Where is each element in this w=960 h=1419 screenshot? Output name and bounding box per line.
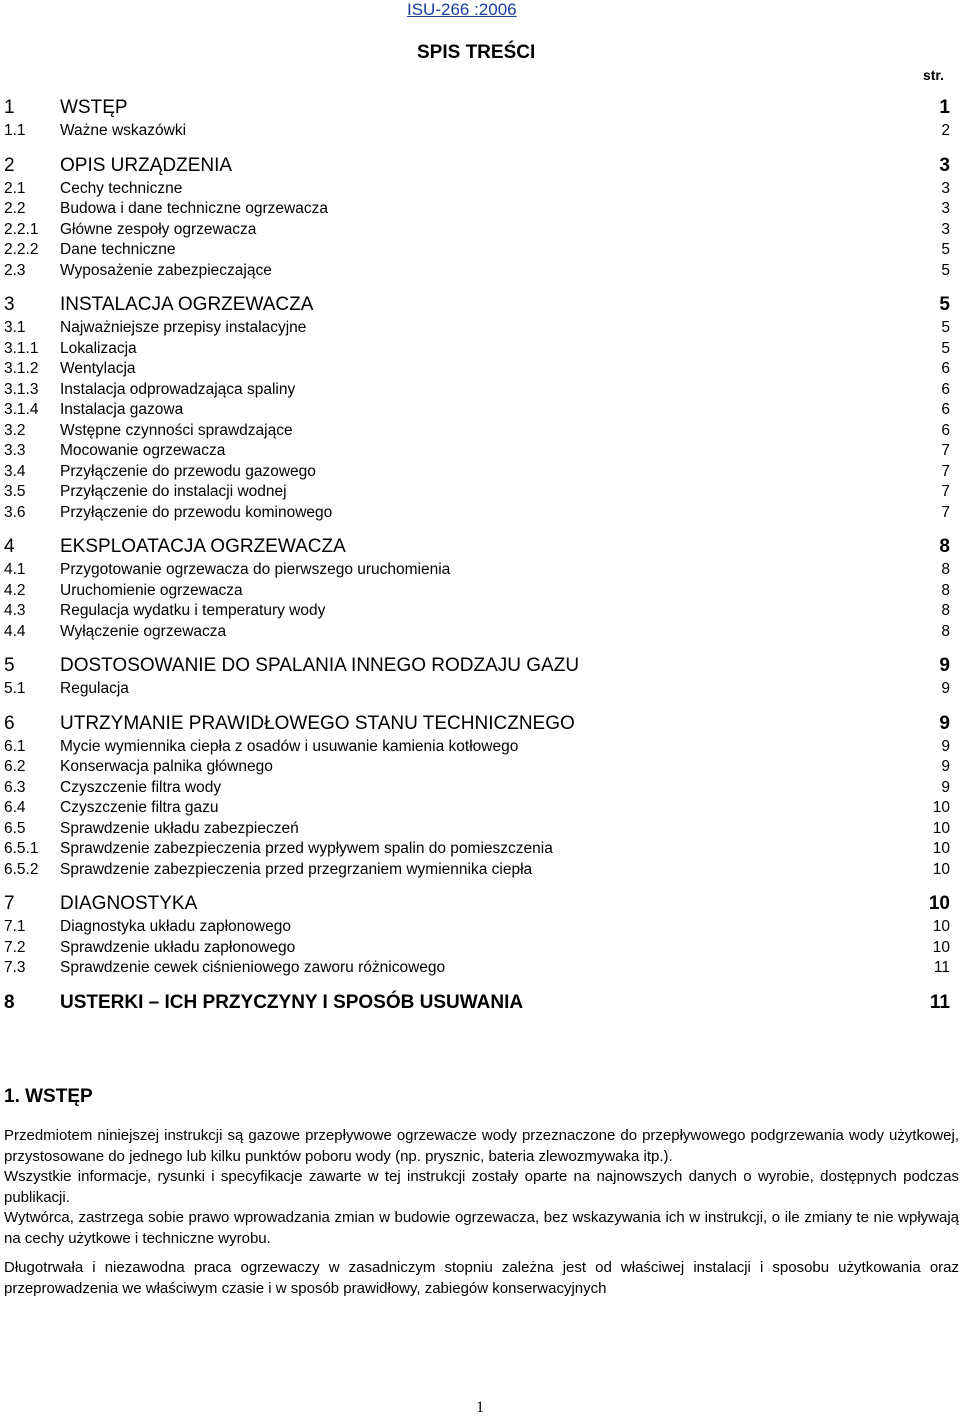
toc-entry	[4, 421, 950, 442]
toc-entry	[4, 359, 950, 380]
toc-entry-page: 8	[941, 602, 950, 619]
toc-entry-page: 1	[939, 97, 950, 118]
toc-entry	[4, 292, 950, 318]
toc-entry-title: Regulacja	[60, 680, 129, 697]
toc-entry	[4, 261, 950, 282]
toc-entry-title: Regulacja wydatku i temperatury wody	[60, 602, 326, 619]
toc-entry-page: 10	[932, 860, 950, 878]
toc-entry-number: 2.2.2	[4, 241, 39, 258]
toc-entry-page: 9	[941, 680, 950, 697]
toc-entry	[4, 860, 950, 881]
toc-entry-page: 7	[941, 462, 950, 480]
toc-entry	[4, 240, 950, 261]
toc-entry-page: 9	[941, 758, 950, 775]
toc-entry-title: EKSPLOATACJA OGRZEWACZA	[60, 536, 346, 557]
page-number: 1	[476, 1399, 484, 1416]
toc-entry	[4, 938, 950, 959]
toc-entry-title: Cechy techniczne	[60, 179, 183, 197]
toc-entry-number: 2	[4, 154, 15, 176]
toc-entry	[4, 95, 950, 121]
toc-entry	[4, 737, 950, 758]
toc-entry	[4, 819, 950, 840]
toc-entry-number: 3.1.2	[4, 360, 39, 377]
paragraph: Wytwórca, zastrzega sobie prawo wprowadzania zmian w budowie ogrzewacza, bez wskazywania ich w instrukcji, o ile zmiany te nie wpływają na cechy użytkowe i techniczne wyrobu.	[4, 1209, 959, 1247]
toc-entry	[4, 958, 950, 979]
toc-entry-title: Przyłączenie do przewodu gazowego	[60, 462, 316, 480]
paragraph: Długotrwała i niezawodna praca ogrzewaczy w zasadniczym stopniu zależna jest od właściwej instalacji i sposobu użytkowania oraz przeprowadzenia we właściwym czasie i w sposób prawidłowy, zabiegów konserwacyjnych	[4, 1259, 959, 1297]
toc-entry-page: 10	[932, 840, 950, 857]
toc-entry	[4, 503, 950, 524]
toc-entry-title: Czyszczenie filtra gazu	[60, 799, 219, 816]
toc-entry-title: OPIS URZĄDZENIA	[60, 154, 233, 176]
toc-entry-page: 6	[941, 421, 950, 439]
toc-entry-page: 6	[941, 401, 950, 418]
toc-entry-number: 1.1	[4, 122, 26, 139]
toc-entry-number: 6.4	[4, 799, 26, 816]
toc-entry-page: 11	[933, 959, 950, 976]
toc-entry-page: 3	[939, 154, 950, 176]
toc-entry-page: 7	[941, 442, 950, 459]
toc-entry-title: Sprawdzenie układu zabezpieczeń	[60, 819, 299, 837]
toc-entry-page: 8	[941, 561, 950, 578]
toc-entry-page: 9	[941, 778, 950, 796]
toc-entry-page: 8	[941, 622, 950, 640]
toc-entry-page: 11	[929, 991, 950, 1013]
toc-entry-title: USTERKI – ICH PRZYCZYNY I SPOSÓB USUWANIA	[60, 991, 524, 1013]
toc-entry-page: 10	[928, 893, 950, 914]
toc-entry	[4, 220, 950, 241]
toc-entry-page: 7	[941, 503, 950, 521]
toc-entry-title: Diagnostyka układu zapłonowego	[60, 918, 291, 935]
toc-entry	[4, 441, 950, 462]
toc-entry	[4, 318, 950, 339]
toc-entry-number: 4.4	[4, 622, 26, 640]
toc-entry-number: 4.1	[4, 561, 26, 578]
toc-entry	[4, 601, 950, 622]
toc-entry-number: 8	[4, 991, 15, 1013]
toc-entry-page: 8	[941, 581, 950, 599]
toc-entry-page: 10	[932, 938, 950, 956]
toc-entry-number: 7	[4, 893, 15, 914]
toc-entry-number: 7.1	[4, 918, 26, 935]
toc-entry-number: 3.1.3	[4, 380, 39, 398]
toc-entry-number: 4.2	[4, 581, 26, 599]
document-code: ISU-266 :2006	[407, 0, 517, 19]
toc-entry-title: Sprawdzenie zabezpieczenia przed przegrzaniem wymiennika ciepła	[60, 860, 533, 878]
table-of-contents	[4, 95, 950, 1016]
toc-entry-number: 3.1.4	[4, 401, 39, 418]
toc-entry	[4, 711, 950, 737]
toc-entry	[4, 757, 950, 778]
toc-entry-title: Wyposażenie zabezpieczające	[60, 261, 272, 279]
toc-entry-page: 9	[939, 655, 950, 676]
toc-entry-number: 3.1.1	[4, 339, 39, 357]
toc-entry-page: 5	[941, 319, 950, 336]
toc-entry-number: 2.2.1	[4, 220, 39, 238]
toc-entry	[4, 581, 950, 602]
toc-entry-number: 4.3	[4, 602, 26, 619]
toc-entry-number: 6.5	[4, 819, 26, 837]
toc-entry-title: Dane techniczne	[60, 241, 176, 258]
toc-entry-number: 3.5	[4, 483, 26, 500]
toc-entry-title: INSTALACJA OGRZEWACZA	[60, 294, 314, 315]
toc-entry-page: 8	[939, 536, 950, 557]
toc-entry-number: 2.1	[4, 179, 26, 197]
toc-entry-page: 6	[941, 380, 950, 398]
toc-title: SPIS TREŚCI	[417, 42, 536, 63]
toc-entry-title: Przyłączenie do przewodu kominowego	[60, 503, 333, 521]
toc-entry-title: Instalacja gazowa	[60, 401, 184, 418]
toc-entry	[4, 339, 950, 360]
toc-entry	[4, 917, 950, 938]
toc-entry-title: Najważniejsze przepisy instalacyjne	[60, 319, 307, 336]
toc-entry	[4, 400, 950, 421]
toc-entry-title: Przyłączenie do instalacji wodnej	[60, 483, 287, 500]
toc-entry	[4, 990, 950, 1016]
toc-entry-number: 7.3	[4, 959, 26, 976]
section-heading: 1. WSTĘP	[4, 1086, 93, 1107]
toc-entry-page: 9	[939, 712, 950, 734]
toc-entry-number: 5	[4, 655, 15, 676]
toc-entry-page: 5	[941, 261, 950, 279]
toc-entry-number: 5.1	[4, 680, 26, 697]
toc-entry-number: 3	[4, 294, 15, 315]
toc-entry-title: Sprawdzenie cewek ciśnieniowego zaworu różnicowego	[60, 959, 446, 976]
toc-entry-page: 9	[941, 737, 950, 755]
toc-entry	[4, 153, 950, 179]
toc-entry-title: Główne zespoły ogrzewacza	[60, 220, 257, 238]
toc-entry-title: Sprawdzenie układu zapłonowego	[60, 938, 296, 956]
toc-entry-title: Uruchomienie ogrzewacza	[60, 581, 243, 599]
toc-entry-number: 6.5.1	[4, 840, 39, 857]
toc-entry-page: 7	[941, 483, 950, 500]
toc-entry-title: Instalacja odprowadzająca spaliny	[60, 380, 296, 398]
toc-entry-page: 10	[932, 819, 950, 837]
toc-entry-title: DOSTOSOWANIE DO SPALANIA INNEGO RODZAJU GAZU	[60, 655, 580, 676]
toc-entry-page: 5	[941, 241, 950, 258]
toc-entry-title: Ważne wskazówki	[60, 122, 187, 139]
toc-entry-number: 3.3	[4, 442, 26, 459]
toc-entry-number: 6.5.2	[4, 860, 39, 878]
toc-entry-title: Budowa i dane techniczne ogrzewacza	[60, 200, 328, 217]
toc-entry	[4, 839, 950, 860]
toc-entry-title: Wstępne czynności sprawdzające	[60, 421, 293, 439]
toc-entry-number: 6.1	[4, 737, 26, 755]
toc-entry-number: 6.2	[4, 758, 26, 775]
page-column-label: str.	[922, 67, 944, 83]
introduction-section	[4, 1085, 959, 1299]
toc-entry	[4, 778, 950, 799]
toc-entry	[4, 534, 950, 560]
toc-entry-title: WSTĘP	[60, 97, 128, 118]
toc-entry-page: 5	[939, 294, 950, 315]
toc-entry-number: 3.2	[4, 421, 26, 439]
toc-entry-number: 4	[4, 536, 15, 557]
toc-entry	[4, 622, 950, 643]
toc-entry-number: 3.4	[4, 462, 26, 480]
toc-entry-title: Wentylacja	[60, 360, 136, 377]
toc-entry	[4, 380, 950, 401]
toc-entry-title: Wyłączenie ogrzewacza	[60, 622, 227, 640]
toc-entry-title: Przygotowanie ogrzewacza do pierwszego uruchomienia	[60, 561, 451, 578]
paragraph: Wszystkie informacje, rysunki i specyfikacje zawarte w tej instrukcji zostały oparte na najnowszych danych o wyrobie, dostępnych podczas publikacji.	[4, 1168, 959, 1206]
toc-entry-page: 6	[941, 360, 950, 377]
toc-entry-page: 3	[941, 179, 950, 197]
toc-entry	[4, 560, 950, 581]
toc-entry	[4, 179, 950, 200]
toc-entry-page: 3	[941, 200, 950, 217]
toc-entry-number: 2.3	[4, 261, 26, 279]
toc-entry-number: 7.2	[4, 938, 26, 956]
toc-entry	[4, 482, 950, 503]
toc-entry	[4, 121, 950, 142]
toc-entry	[4, 679, 950, 700]
toc-entry-title: Konserwacja palnika głównego	[60, 758, 273, 775]
toc-entry	[4, 891, 950, 917]
toc-entry-title: Mocowanie ogrzewacza	[60, 442, 226, 459]
toc-entry-number: 3.1	[4, 319, 26, 336]
toc-entry	[4, 653, 950, 679]
toc-entry-page: 10	[932, 799, 950, 816]
toc-entry-number: 2.2	[4, 200, 26, 217]
toc-entry-title: Czyszczenie filtra wody	[60, 778, 222, 796]
toc-entry	[4, 199, 950, 220]
toc-entry-number: 6	[4, 712, 15, 734]
toc-entry-title: UTRZYMANIE PRAWIDŁOWEGO STANU TECHNICZNEGO	[60, 712, 575, 734]
toc-entry-page: 3	[941, 220, 950, 238]
toc-entry-number: 6.3	[4, 778, 26, 796]
paragraph: Przedmiotem niniejszej instrukcji są gazowe przepływowe ogrzewacze wody przeznaczone do przepływowego podgrzewania wody użytkowej, przystosowane do jednego lub kilku punktów poboru wody (np. prysznic, bateria zlewozmywaka itp.).	[4, 1127, 959, 1165]
toc-entry-page: 10	[932, 918, 950, 935]
toc-entry	[4, 462, 950, 483]
toc-entry	[4, 798, 950, 819]
toc-entry-page: 2	[941, 122, 950, 139]
toc-entry-number: 3.6	[4, 503, 26, 521]
toc-entry-number: 1	[4, 97, 15, 118]
toc-entry-title: DIAGNOSTYKA	[60, 893, 198, 914]
toc-entry-page: 5	[941, 339, 950, 357]
toc-entry-title: Lokalizacja	[60, 339, 137, 357]
toc-entry-title: Sprawdzenie zabezpieczenia przed wypływem spalin do pomieszczenia	[60, 840, 553, 857]
toc-entry-title: Mycie wymiennika ciepła z osadów i usuwanie kamienia kotłowego	[60, 737, 519, 755]
